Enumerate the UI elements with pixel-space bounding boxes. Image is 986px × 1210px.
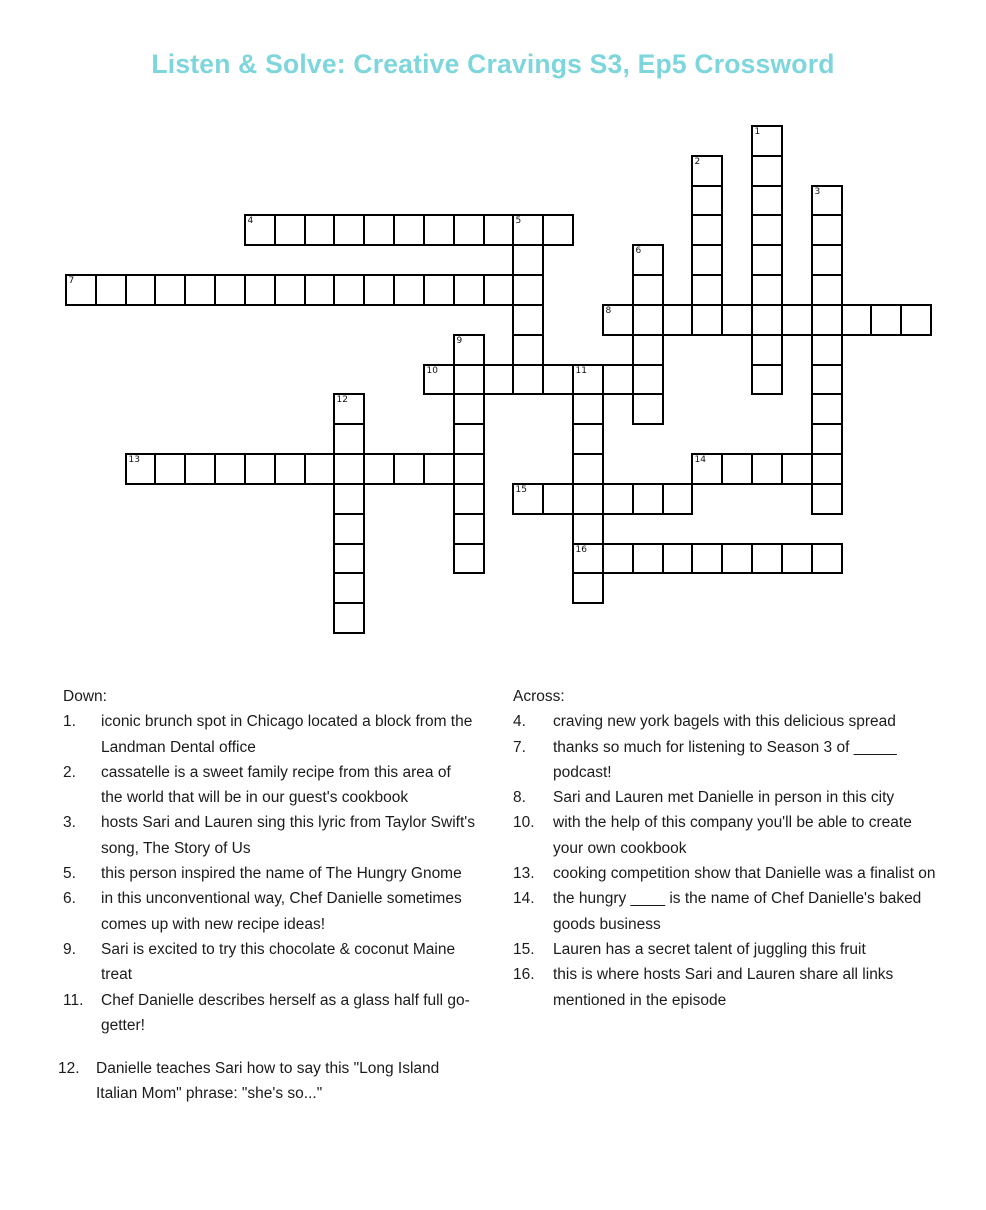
cell-number: 7 <box>68 276 75 286</box>
cell-number: 16 <box>575 545 587 555</box>
down-clues-heading: Down: <box>63 688 107 705</box>
grid-cell-r8c13[interactable] <box>453 364 485 395</box>
clue-number: 16. <box>513 966 535 984</box>
grid-cell-r5c19[interactable] <box>632 274 664 306</box>
grid-cell-r7c23[interactable] <box>751 334 783 366</box>
cell-number: 14 <box>694 455 706 465</box>
clue-item <box>513 886 945 937</box>
clue-item <box>513 810 945 861</box>
grid-cell-r6c23[interactable] <box>751 304 783 336</box>
grid-cell-r13c13[interactable] <box>453 513 485 545</box>
clue-number: 8. <box>513 789 526 807</box>
grid-cell-r8c19[interactable] <box>632 364 664 395</box>
grid-cell-r3c11[interactable] <box>393 214 425 246</box>
grid-cell-r6c28[interactable] <box>900 304 932 336</box>
cell-number: 5 <box>515 216 522 226</box>
grid-cell-r3c23[interactable] <box>751 214 783 246</box>
clue-item <box>63 861 475 886</box>
clue-item <box>513 709 945 734</box>
grid-cell-r4c23[interactable] <box>751 244 783 276</box>
grid-cell-r14c23[interactable] <box>751 543 783 574</box>
clue-number: 9. <box>63 940 76 958</box>
grid-cell-r13c9[interactable] <box>333 513 365 545</box>
grid-cell-r5c25[interactable] <box>811 274 843 306</box>
clue-item <box>63 988 475 1039</box>
grid-cell-r12c15[interactable] <box>512 483 544 515</box>
grid-cell-r2c23[interactable] <box>751 185 783 216</box>
grid-cell-r14c24[interactable] <box>781 543 813 574</box>
page-title: Listen & Solve: Creative Cravings S3, Ep5 Crossword <box>151 49 835 79</box>
clue-text: hosts Sari and Lauren sing this lyric from Taylor Swift's song, The Story of Us <box>101 814 475 857</box>
cell-number: 15 <box>515 485 527 495</box>
grid-cell-r12c19[interactable] <box>632 483 664 515</box>
grid-cell-r14c22[interactable] <box>721 543 753 574</box>
grid-cell-r6c25[interactable] <box>811 304 843 336</box>
across-clues-list <box>513 709 945 1013</box>
grid-cell-r10c9[interactable] <box>333 423 365 455</box>
grid-cell-r11c3[interactable] <box>154 453 186 485</box>
grid-cell-r11c23[interactable] <box>751 453 783 485</box>
clue-number: 10. <box>513 814 535 832</box>
grid-cell-r6c15[interactable] <box>512 304 544 336</box>
clue-number: 12. <box>58 1060 80 1078</box>
grid-cell-r5c1[interactable] <box>95 274 127 306</box>
grid-cell-r9c9[interactable] <box>333 393 365 425</box>
across-clues-heading: Across: <box>513 688 565 705</box>
grid-cell-r2c21[interactable] <box>691 185 723 216</box>
cell-number: 10 <box>426 366 438 376</box>
grid-cell-r7c15[interactable] <box>512 334 544 366</box>
grid-cell-r11c17[interactable] <box>572 453 604 485</box>
grid-cell-r3c25[interactable] <box>811 214 843 246</box>
clue-item <box>63 937 475 988</box>
grid-cell-r11c24[interactable] <box>781 453 813 485</box>
clue-item <box>513 735 945 786</box>
cell-number: 11 <box>575 366 587 376</box>
clue-item <box>513 962 945 1013</box>
grid-cell-r5c15[interactable] <box>512 274 544 306</box>
grid-cell-r11c8[interactable] <box>304 453 335 485</box>
grid-cell-r2c25[interactable] <box>811 185 843 216</box>
grid-cell-r9c19[interactable] <box>632 393 664 425</box>
grid-cell-r6c18[interactable] <box>602 304 634 336</box>
clue-text: cassatelle is a sweet family recipe from this area of the world that will be in our guest's cookbook <box>101 763 451 807</box>
clue-number: 1. <box>63 713 76 731</box>
grid-cell-r12c9[interactable] <box>333 483 365 515</box>
grid-cell-r5c21[interactable] <box>691 274 723 306</box>
grid-cell-r8c14[interactable] <box>483 364 514 395</box>
grid-cell-r14c17[interactable] <box>572 543 604 574</box>
clue-number: 14. <box>513 890 535 908</box>
grid-cell-r5c11[interactable] <box>393 274 425 306</box>
clue-text: Danielle teaches Sari how to say this "Long Island Italian Mom" phrase: "she's so..." <box>96 1060 440 1103</box>
grid-cell-r11c7[interactable] <box>274 453 306 485</box>
grid-cell-r8c17[interactable] <box>572 364 604 395</box>
across-clues-section <box>513 684 945 1013</box>
grid-cell-r4c21[interactable] <box>691 244 723 276</box>
grid-cell-r3c21[interactable] <box>691 214 723 246</box>
grid-cell-r5c6[interactable] <box>244 274 276 306</box>
grid-cell-r1c21[interactable] <box>691 155 723 187</box>
grid-cell-r15c17[interactable] <box>572 572 604 604</box>
grid-cell-r6c21[interactable] <box>691 304 723 336</box>
grid-cell-r10c13[interactable] <box>453 423 485 455</box>
grid-cell-r3c13[interactable] <box>453 214 485 246</box>
grid-cell-r5c10[interactable] <box>363 274 395 306</box>
grid-cell-r5c8[interactable] <box>304 274 335 306</box>
grid-cell-r4c25[interactable] <box>811 244 843 276</box>
grid-cell-r12c17[interactable] <box>572 483 604 515</box>
clue-number: 6. <box>63 890 76 908</box>
grid-cell-r6c27[interactable] <box>870 304 902 336</box>
clue-number: 13. <box>513 865 535 883</box>
grid-cell-r4c19[interactable] <box>632 244 664 276</box>
grid-cell-r12c20[interactable] <box>662 483 693 515</box>
grid-cell-r6c26[interactable] <box>841 304 872 336</box>
grid-cell-r3c12[interactable] <box>423 214 455 246</box>
clue-text: thanks so much for listening to Season 3 of _____ podcast! <box>553 738 897 781</box>
clue-item <box>513 937 945 962</box>
grid-cell-r3c14[interactable] <box>483 214 514 246</box>
grid-cell-r8c25[interactable] <box>811 364 843 395</box>
clue-text: this is where hosts Sari and Lauren share all links mentioned in the episode <box>553 966 894 1009</box>
grid-cell-r11c13[interactable] <box>453 453 485 485</box>
clue-item <box>63 886 475 937</box>
grid-cell-r11c12[interactable] <box>423 453 455 485</box>
cell-number: 6 <box>635 246 642 256</box>
grid-cell-r11c10[interactable] <box>363 453 395 485</box>
clue-number: 5. <box>63 865 76 883</box>
clue-number: 2. <box>63 763 76 781</box>
grid-cell-r6c20[interactable] <box>662 304 693 336</box>
grid-cell-r14c20[interactable] <box>662 543 693 574</box>
grid-cell-r3c16[interactable] <box>542 214 574 246</box>
grid-cell-r11c25[interactable] <box>811 453 843 485</box>
clue-text: Sari and Lauren met Danielle in person in this city <box>553 789 895 807</box>
grid-cell-r5c2[interactable] <box>125 274 156 306</box>
cell-number: 3 <box>814 187 821 197</box>
grid-cell-r8c16[interactable] <box>542 364 574 395</box>
grid-cell-r3c15[interactable] <box>512 214 544 246</box>
grid-cell-r14c25[interactable] <box>811 543 843 574</box>
grid-cell-r10c25[interactable] <box>811 423 843 455</box>
clue-item <box>63 709 475 760</box>
grid-cell-r3c8[interactable] <box>304 214 335 246</box>
clue-text: in this unconventional way, Chef Danielle sometimes comes up with new recipe ideas! <box>101 890 462 933</box>
cell-number: 2 <box>694 157 701 167</box>
grid-cell-r1c23[interactable] <box>751 155 783 187</box>
grid-cell-r5c3[interactable] <box>154 274 186 306</box>
grid-cell-r12c25[interactable] <box>811 483 843 515</box>
clue-item <box>63 810 475 861</box>
clue-number: 3. <box>63 814 76 832</box>
clue-text: iconic brunch spot in Chicago located a block from the Landman Dental office <box>101 713 473 756</box>
grid-cell-r4c15[interactable] <box>512 244 544 276</box>
clue-number: 7. <box>513 738 526 756</box>
grid-cell-r5c23[interactable] <box>751 274 783 306</box>
clue-text: craving new york bagels with this delicious spread <box>553 713 896 731</box>
clue-number: 4. <box>513 713 526 731</box>
grid-cell-r11c22[interactable] <box>721 453 753 485</box>
clue-text: the hungry ____ is the name of Chef Danielle's baked goods business <box>553 890 922 933</box>
grid-cell-r7c19[interactable] <box>632 334 664 366</box>
grid-cell-r10c17[interactable] <box>572 423 604 455</box>
grid-cell-r6c19[interactable] <box>632 304 664 336</box>
clue-item <box>63 760 475 811</box>
clue-item <box>513 861 945 886</box>
clue-text: Lauren has a secret talent of juggling this fruit <box>553 940 866 958</box>
cell-number: 1 <box>754 127 761 137</box>
grid-cell-r11c4[interactable] <box>184 453 216 485</box>
grid-cell-r11c6[interactable] <box>244 453 276 485</box>
grid-cell-r12c16[interactable] <box>542 483 574 515</box>
grid-cell-r11c2[interactable] <box>125 453 156 485</box>
grid-cell-r14c21[interactable] <box>691 543 723 574</box>
clue-text: Sari is excited to try this chocolate & coconut Maine treat <box>101 940 456 984</box>
grid-cell-r9c13[interactable] <box>453 393 485 425</box>
grid-cell-r11c9[interactable] <box>333 453 365 485</box>
grid-cell-r16c9[interactable] <box>333 602 365 634</box>
grid-cell-r13c17[interactable] <box>572 513 604 545</box>
grid-cell-r8c12[interactable] <box>423 364 455 395</box>
grid-cell-r9c25[interactable] <box>811 393 843 425</box>
grid-cell-r14c13[interactable] <box>453 543 485 574</box>
clue-item <box>58 1056 475 1107</box>
clue-item <box>513 785 945 810</box>
grid-cell-r11c21[interactable] <box>691 453 723 485</box>
grid-cell-r5c7[interactable] <box>274 274 306 306</box>
grid-cell-r14c19[interactable] <box>632 543 664 574</box>
clue-text: with the help of this company you'll be able to create your own cookbook <box>553 814 912 857</box>
grid-cell-r14c18[interactable] <box>602 543 634 574</box>
grid-cell-r6c22[interactable] <box>721 304 753 336</box>
down-clues-section <box>58 684 475 1107</box>
grid-cell-r6c24[interactable] <box>781 304 813 336</box>
grid-cell-r7c25[interactable] <box>811 334 843 366</box>
grid-cell-r8c15[interactable] <box>512 364 544 395</box>
grid-cell-r5c13[interactable] <box>453 274 485 306</box>
clue-text: this person inspired the name of The Hungry Gnome <box>101 865 462 883</box>
grid-cell-r5c0[interactable] <box>65 274 97 306</box>
grid-cell-r8c18[interactable] <box>602 364 634 395</box>
grid-cell-r15c9[interactable] <box>333 572 365 604</box>
cell-number: 8 <box>605 306 612 316</box>
grid-cell-r0c23[interactable] <box>751 125 783 157</box>
grid-cell-r5c14[interactable] <box>483 274 514 306</box>
cell-number: 4 <box>247 216 254 226</box>
grid-cell-r3c9[interactable] <box>333 214 365 246</box>
grid-cell-r11c5[interactable] <box>214 453 246 485</box>
cell-number: 12 <box>336 395 348 405</box>
grid-cell-r5c4[interactable] <box>184 274 216 306</box>
grid-cell-r14c9[interactable] <box>333 543 365 574</box>
grid-cell-r5c9[interactable] <box>333 274 365 306</box>
grid-cell-r8c23[interactable] <box>751 364 783 395</box>
grid-cell-r3c6[interactable] <box>244 214 276 246</box>
grid-cell-r11c11[interactable] <box>393 453 425 485</box>
grid-cell-r3c7[interactable] <box>274 214 306 246</box>
grid-cell-r12c18[interactable] <box>602 483 634 515</box>
cell-number: 13 <box>128 455 140 465</box>
grid-cell-r3c10[interactable] <box>363 214 395 246</box>
cell-number: 9 <box>456 336 463 346</box>
clue-text: cooking competition show that Danielle was a finalist on <box>553 865 936 883</box>
grid-cell-r5c12[interactable] <box>423 274 455 306</box>
grid-cell-r5c5[interactable] <box>214 274 246 306</box>
grid-cell-r9c17[interactable] <box>572 393 604 425</box>
down-clues-list <box>58 709 475 1106</box>
grid-cell-r12c13[interactable] <box>453 483 485 515</box>
clue-text: Chef Danielle describes herself as a glass half full go-getter! <box>101 991 470 1034</box>
clue-number: 11. <box>63 991 84 1009</box>
clue-number: 15. <box>513 940 535 958</box>
grid-cell-r7c13[interactable] <box>453 334 485 366</box>
